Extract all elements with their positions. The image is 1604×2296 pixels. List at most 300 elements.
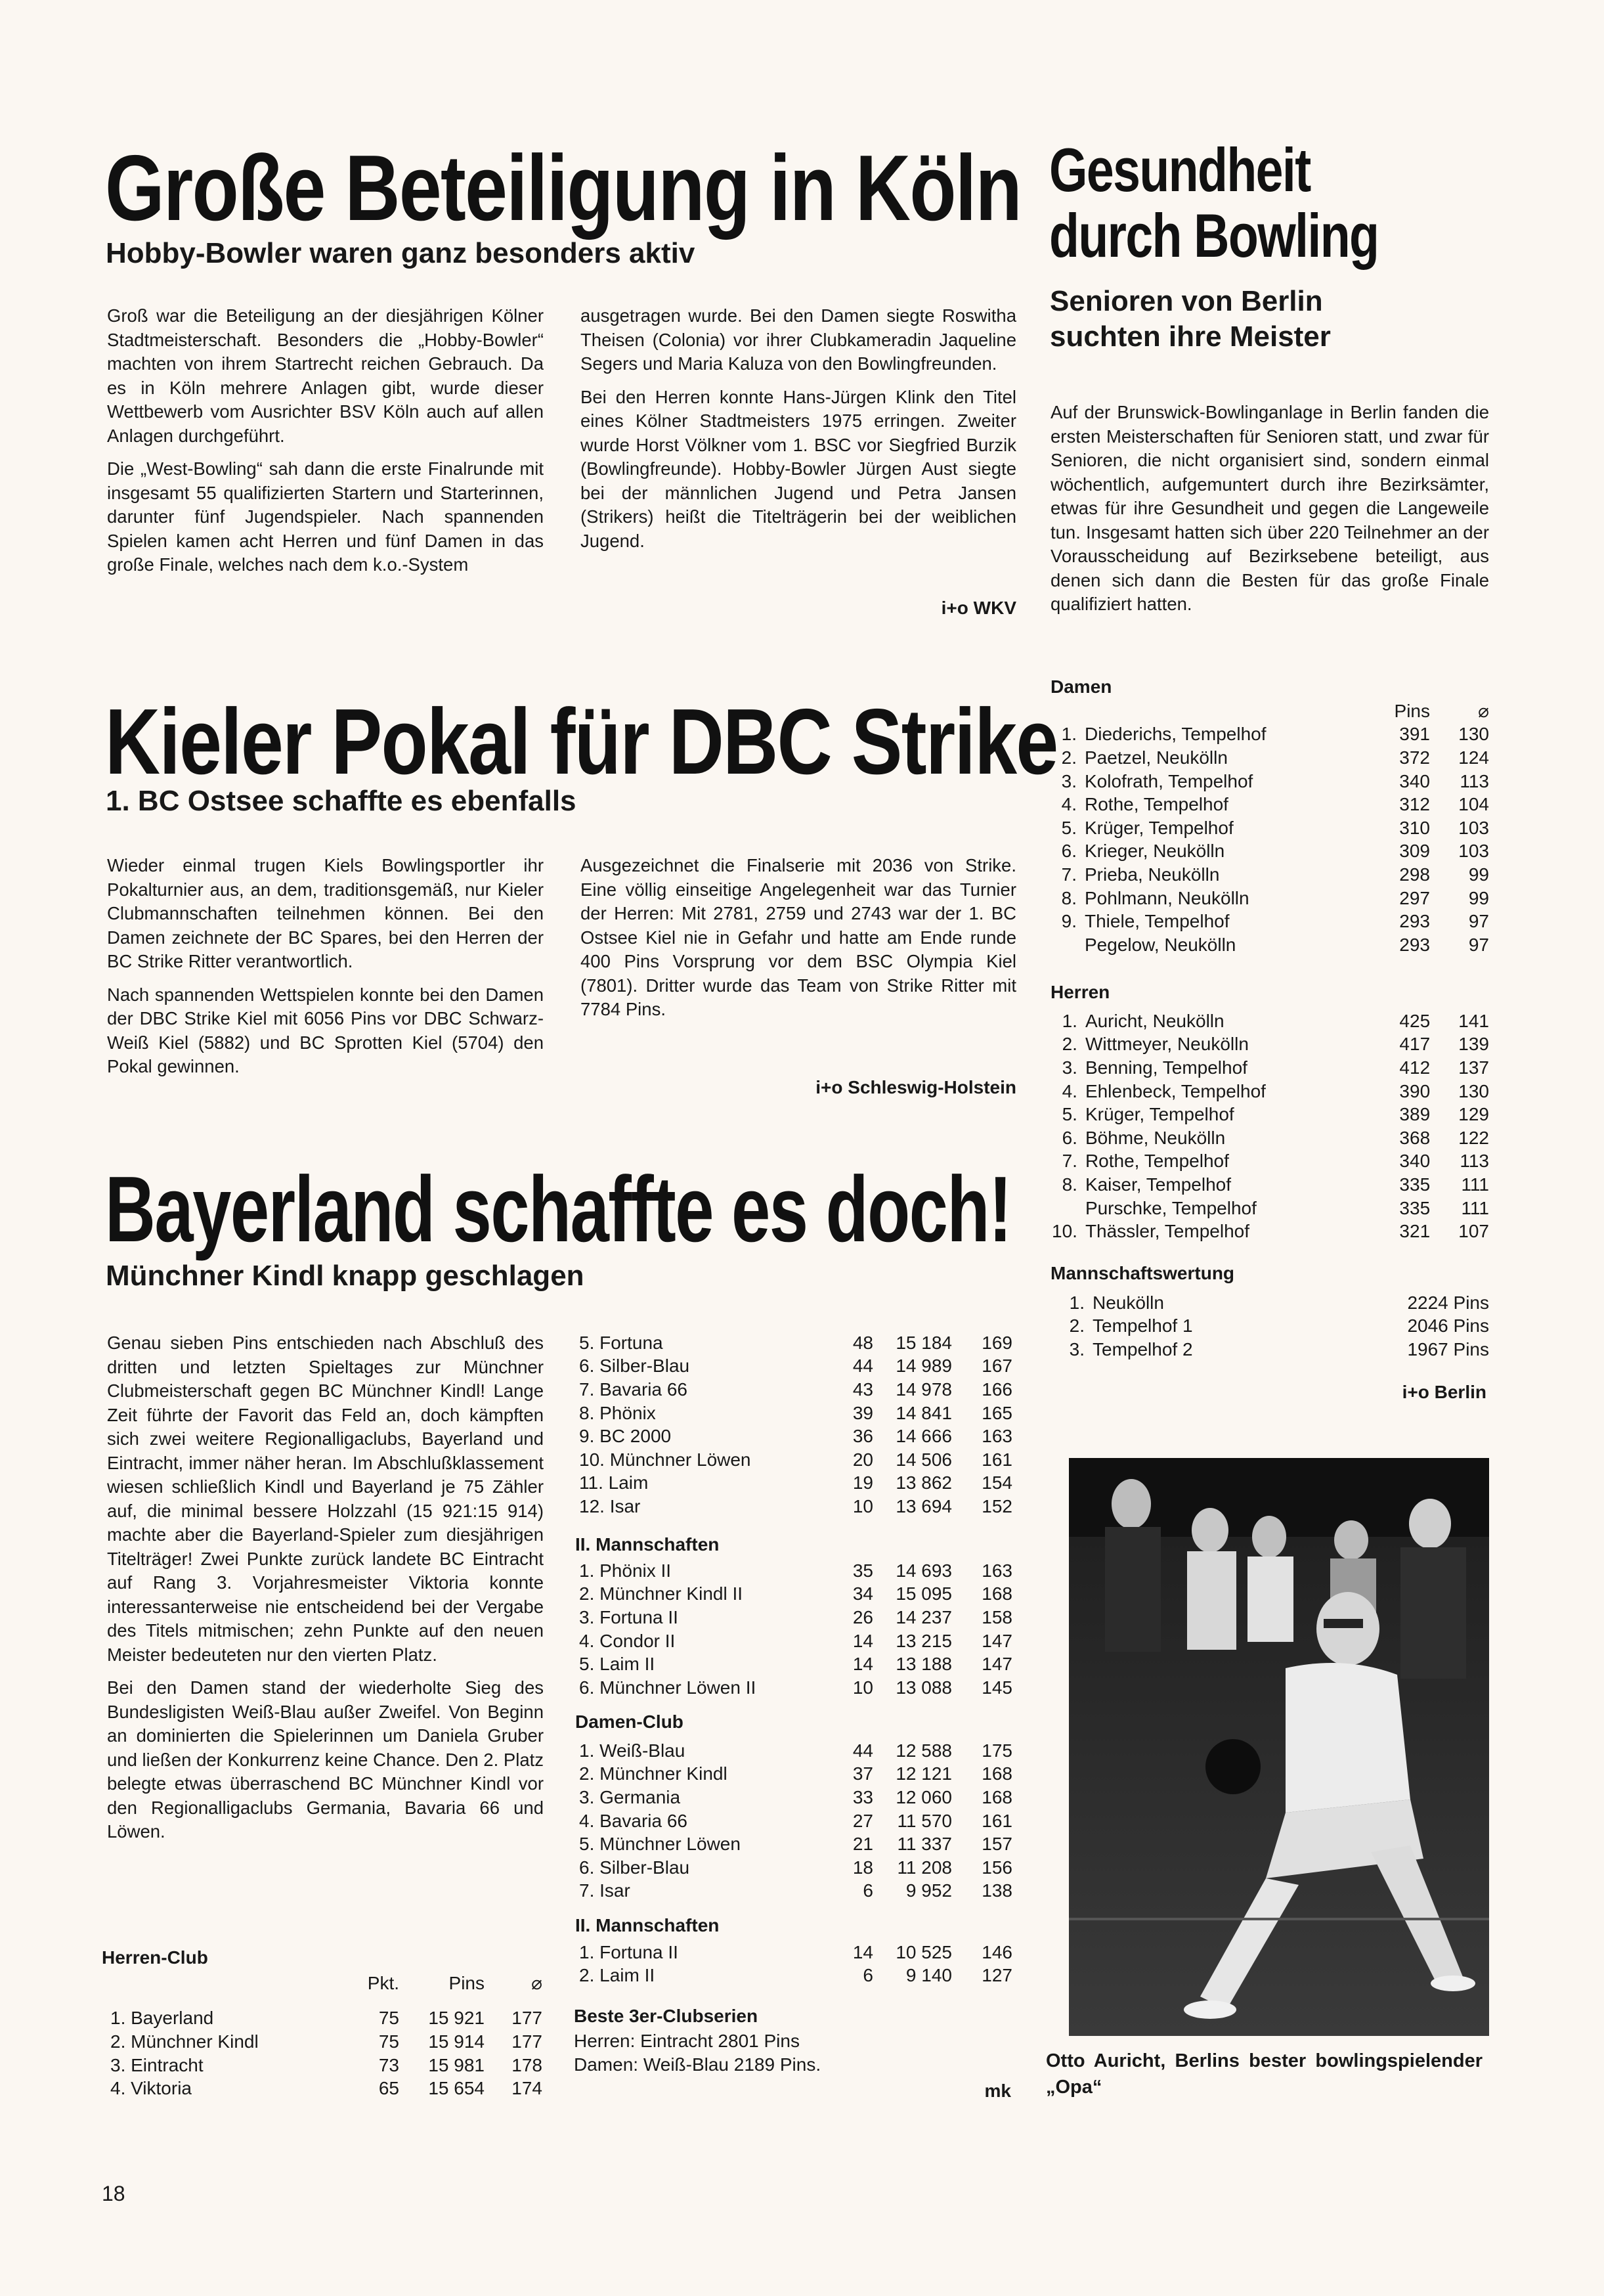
table-row (1052, 1033, 1489, 1057)
team-name: 1. Fortuna II (579, 1941, 678, 1962)
paragraph: Die „West-Bowling“ sah dann die erste Finalrunde mit insgesamt 55 qualifizierten Startern und Starterinnen, darunter fünf Jugendspieler. Nach spannenden Spielen kamen acht Herren und fünf Damen in das große Finale, welches nach dem k.o.-System (107, 458, 544, 575)
pins: 310 (1399, 817, 1430, 838)
table-row (579, 1856, 1012, 1880)
pins: 13 188 (896, 1654, 952, 1675)
herren-club-title: Herren-Club (102, 1947, 208, 1968)
table-header-row (1052, 699, 1489, 723)
player-name: Krieger, Neukölln (1085, 841, 1225, 862)
player-name: Pohlmann, Neukölln (1085, 887, 1249, 908)
player-name: Kaiser, Tempelhof (1085, 1174, 1231, 1195)
points: 14 (852, 1654, 873, 1675)
points: 36 (852, 1426, 873, 1447)
team-name: Tempelhof 1 (1093, 1315, 1193, 1336)
rank: 8. (1062, 1174, 1077, 1195)
pins: 9 140 (905, 1965, 952, 1986)
rank: 7. (1062, 1151, 1077, 1172)
pins: 2224 Pins (1407, 1292, 1489, 1313)
average: 158 (982, 1606, 1012, 1627)
points: 37 (852, 1763, 873, 1784)
pins: 11 337 (897, 1834, 952, 1855)
mannschaft-title: Mannschaftswertung (1051, 1263, 1235, 1283)
team-name: 2. Münchner Kindl II (579, 1583, 743, 1604)
article4-headline-2: durch Bowling (1049, 201, 1379, 270)
average: 99 (1468, 864, 1489, 885)
table-row (579, 1559, 1012, 1583)
table-row (579, 1629, 1012, 1653)
points: 10 (852, 1495, 873, 1516)
table-row (1052, 1220, 1489, 1243)
table-row (579, 1739, 1012, 1763)
pins: 391 (1399, 724, 1430, 745)
team-name: 1. Bayerland (110, 2008, 214, 2029)
team-name: 5. Münchner Löwen (579, 1834, 741, 1855)
rank (1052, 1197, 1085, 1220)
player-name: Paetzel, Neukölln (1085, 747, 1228, 768)
team-name: 11. Laim (579, 1472, 649, 1493)
rank: 1. (1069, 1292, 1085, 1313)
table-row (579, 1652, 1012, 1676)
average: 177 (511, 2008, 542, 2029)
article4-source: i+o Berlin (1402, 1382, 1486, 1402)
average: 145 (982, 1677, 1012, 1698)
team-name: 5. Laim II (579, 1654, 655, 1675)
berlin-herren-table (1052, 1009, 1489, 1243)
article2-column-1 (107, 854, 544, 1088)
table-row (579, 1424, 1012, 1448)
team-name: 4. Bavaria 66 (579, 1810, 687, 1831)
article4-headline-1: Gesundheit (1049, 135, 1311, 204)
average: 154 (982, 1472, 1012, 1493)
pins: 10 525 (896, 1941, 952, 1962)
average: 166 (982, 1379, 1012, 1400)
average: 130 (1458, 1080, 1489, 1101)
pins: 2046 Pins (1407, 1315, 1489, 1336)
pins: 13 215 (896, 1630, 952, 1651)
pins: 13 694 (896, 1495, 952, 1516)
pins: 14 237 (896, 1606, 952, 1627)
pins: 14 978 (896, 1379, 952, 1400)
table-row (1052, 816, 1489, 840)
pins: 11 208 (897, 1857, 952, 1878)
article1-column-1 (107, 304, 544, 586)
team-name: Tempelhof 2 (1093, 1338, 1193, 1359)
average: 137 (1458, 1057, 1489, 1078)
table-row (579, 1472, 1012, 1495)
average: 177 (511, 2031, 542, 2052)
table-row (1052, 840, 1489, 864)
average: 107 (1458, 1221, 1489, 1242)
pins: 14 506 (896, 1449, 952, 1470)
rank: 7. (1061, 864, 1077, 885)
page-number: 18 (102, 2182, 125, 2205)
pins: 340 (1399, 1151, 1431, 1172)
rank: 6. (1061, 841, 1077, 862)
points: 27 (852, 1810, 873, 1831)
pins: 293 (1399, 911, 1430, 932)
article2-subheadline: 1. BC Ostsee schaffte es ebenfalls (106, 785, 576, 817)
pins: 14 989 (896, 1356, 952, 1377)
article2-headline: Kieler Pokal für DBC Strike (105, 690, 1058, 794)
article4-body: Auf der Brunswick-Bowlinganlage in Berlin fanden die ersten Meisterschaften für Senioren statt, und zwar für Senioren, die nicht organisiert sind, sondern einmal wöchentlich, aufgemuntert durch ihre Bezirksämter, etwas für ihre Gesundheit und gegen die Langeweile tun. Insgesamt hatten sich über 220 Teilnehmer an der Vorausscheidung auf Bezirksebene beteiligt, aus denen sich dann die Besten für das große Finale qualifiziert hatten. (1051, 402, 1489, 614)
rank: 1. (1061, 724, 1077, 745)
average: 104 (1458, 794, 1489, 815)
herren-ii-table (579, 1559, 1012, 1700)
pins: 9 952 (905, 1880, 952, 1901)
article3-subheadline: Münchner Kindl knapp geschlagen (106, 1260, 584, 1292)
player-name: Auricht, Neukölln (1085, 1010, 1225, 1031)
pins: 335 (1399, 1174, 1431, 1195)
header-pins: Pins (448, 1972, 485, 1993)
team-name: 6. Silber-Blau (579, 1356, 690, 1377)
average: 156 (982, 1857, 1012, 1878)
pins: 12 060 (896, 1786, 952, 1807)
damen-ii-table (579, 1941, 1012, 1987)
pins: 15 921 (428, 2008, 485, 2029)
rank: 9. (1061, 911, 1077, 932)
points: 39 (852, 1402, 873, 1423)
team-name: 3. Fortuna II (579, 1606, 678, 1627)
beste-line: Damen: Weiß-Blau 2189 Pins. (574, 2054, 821, 2075)
article3-column-1 (107, 1331, 544, 1853)
table-row (1052, 723, 1489, 747)
points: 44 (852, 1740, 873, 1761)
table-row (1052, 1338, 1489, 1361)
team-name: 3. Eintracht (110, 2054, 204, 2075)
table-row (579, 1448, 1012, 1472)
pins: 368 (1399, 1127, 1431, 1148)
points: 19 (852, 1472, 873, 1493)
team-name: 6. Silber-Blau (579, 1857, 690, 1878)
pins: 298 (1399, 864, 1430, 885)
player-name: Krüger, Tempelhof (1085, 817, 1234, 838)
average: 147 (982, 1630, 1012, 1651)
player-name: Purschke, Tempelhof (1085, 1197, 1257, 1218)
pins: 15 184 (896, 1332, 952, 1353)
player-name: Rothe, Tempelhof (1085, 794, 1228, 815)
pins: 389 (1399, 1104, 1431, 1125)
pins: 11 570 (897, 1810, 952, 1831)
paragraph: Bei den Herren konnte Hans-Jürgen Klink den Titel eines Kölner Stadtmeisters 1975 erringen. Zweiter wurde Horst Völkner vom 1. BSC vor Siegfried Burzik (Bowlingfreunde). Hobby-Bowler Jürgen Aust siegte bei der männlichen Jugend und Petra Jansen (Strikers) heißt die Titelträgerin bei der weiblichen Jugend. (580, 386, 1016, 551)
points: 21 (852, 1834, 873, 1855)
average: 122 (1458, 1127, 1489, 1148)
table-row (579, 1583, 1012, 1606)
berlin-damen-title: Damen (1051, 676, 1112, 697)
player-name: Rothe, Tempelhof (1085, 1151, 1229, 1172)
table-row (1052, 933, 1489, 957)
team-name: 2. Laim II (579, 1965, 655, 1986)
points: 73 (378, 2054, 399, 2075)
team-name: 10. Münchner Löwen (579, 1449, 751, 1470)
average: 111 (1461, 1197, 1489, 1218)
team-name: 4. Condor II (579, 1630, 676, 1651)
average: 113 (1460, 770, 1489, 791)
photo-caption: Otto Auricht, Berlins bester bowlingspielender „Opa“ (1046, 2050, 1483, 2098)
average: 174 (511, 2078, 542, 2099)
points: 44 (852, 1356, 873, 1377)
table-row (1052, 910, 1489, 933)
player-name: Pegelow, Neukölln (1085, 934, 1236, 955)
header-avg: ⌀ (531, 1973, 542, 1994)
pins: 293 (1399, 934, 1430, 955)
points: 35 (852, 1560, 873, 1581)
table-row (110, 2030, 542, 2054)
average: 168 (982, 1763, 1012, 1784)
paragraph: Ausgezeichnet die Finalserie mit 2036 von Strike. Eine völlig einseitige Angelegenheit war das Turnier der Herren: Mit 2781, 2759 und 2743 war der 1. BC Ostsee Kiel nie in Gefahr und hatte am Ende runde 400 Pins Vorsprung vor dem BSC Olympia Kiel (7801). Dritter wurde das Team von Strike Ritter mit 7784 Pins. (580, 855, 1016, 1019)
pins: 12 121 (896, 1763, 952, 1784)
points: 14 (852, 1630, 873, 1651)
rank: 5. (1061, 817, 1077, 838)
pins: 390 (1399, 1080, 1431, 1101)
player-name: Prieba, Neukölln (1085, 864, 1220, 885)
average: 146 (982, 1941, 1012, 1962)
table-row (579, 1676, 1012, 1700)
pins: 14 841 (896, 1402, 952, 1423)
pins: 15 914 (428, 2031, 485, 2052)
pins: 15 981 (428, 2054, 485, 2075)
article4-subheadline-2: suchten ihre Meister (1050, 320, 1331, 353)
points: 65 (378, 2078, 399, 2099)
rank: 2. (1069, 1315, 1085, 1336)
average: 165 (982, 1402, 1012, 1423)
average: 138 (982, 1880, 1012, 1901)
table-row (1052, 1173, 1489, 1197)
average: 161 (982, 1810, 1012, 1831)
rank: 3. (1061, 770, 1077, 791)
bowler-photo (1069, 1458, 1489, 2036)
rank: 2. (1061, 747, 1077, 768)
pins: 13 088 (896, 1677, 952, 1698)
pins: 340 (1399, 770, 1430, 791)
average: 111 (1461, 1174, 1489, 1195)
table-row (110, 2007, 542, 2031)
points: 18 (852, 1857, 873, 1878)
average: 103 (1458, 841, 1489, 862)
pins: 297 (1399, 887, 1430, 908)
average: 163 (982, 1426, 1012, 1447)
table-row (579, 1402, 1012, 1425)
team-name: 6. Münchner Löwen II (579, 1677, 756, 1698)
player-name: Wittmeyer, Neukölln (1085, 1034, 1249, 1055)
herren-club-table-cont (579, 1331, 1012, 1518)
average: 127 (982, 1965, 1012, 1986)
header-pins: Pins (1394, 700, 1430, 721)
paragraph: Wieder einmal trugen Kiels Bowlingsportler ihr Pokalturnier aus, an dem, traditionsgemäß, nur Kieler Clubmannschaften teilnehmen können. Bei den Damen zeichnete der BC Spares, bei den Herren der BC Strike Ritter verantwortlich. (107, 855, 544, 971)
player-name: Ehlenbeck, Tempelhof (1085, 1080, 1266, 1101)
team-name: 2. Münchner Kindl (110, 2031, 259, 2052)
average: 168 (982, 1583, 1012, 1604)
pins: 15 095 (896, 1583, 952, 1604)
average: 157 (982, 1834, 1012, 1855)
rank: 6. (1062, 1127, 1077, 1148)
table-row (1052, 1315, 1489, 1338)
table-row (579, 1495, 1012, 1518)
pins: 1967 Pins (1407, 1338, 1489, 1359)
header-avg: ⌀ (1478, 701, 1489, 722)
article1-subheadline: Hobby-Bowler waren ganz besonders aktiv (106, 237, 695, 269)
player-name: Diederichs, Tempelhof (1085, 724, 1267, 745)
herren-ii-title: II. Mannschaften (575, 1534, 720, 1555)
player-name: Kolofrath, Tempelhof (1085, 770, 1253, 791)
points: 14 (852, 1941, 873, 1962)
damen-club-table (579, 1739, 1012, 1903)
team-name: 1. Weiß-Blau (579, 1740, 685, 1761)
damen-ii-title: II. Mannschaften (575, 1915, 720, 1935)
average: 161 (982, 1449, 1012, 1470)
table-row (1052, 1056, 1489, 1080)
average: 103 (1458, 817, 1489, 838)
rank (1052, 933, 1085, 957)
rank: 3. (1062, 1057, 1077, 1078)
rank: 4. (1062, 1080, 1077, 1101)
points: 10 (852, 1677, 873, 1698)
average: 124 (1458, 747, 1489, 768)
average: 129 (1458, 1104, 1489, 1125)
rank: 5. (1062, 1104, 1077, 1125)
rank: 1. (1062, 1010, 1077, 1031)
table-row (579, 1941, 1012, 1964)
pins: 425 (1399, 1010, 1431, 1031)
pins: 12 588 (896, 1740, 952, 1761)
average: 99 (1468, 887, 1489, 908)
damen-club-title: Damen-Club (575, 1711, 683, 1732)
average: 139 (1458, 1034, 1489, 1055)
table-row (579, 1964, 1012, 1988)
team-name: 7. Bavaria 66 (579, 1379, 687, 1400)
mannschaft-table (1052, 1291, 1489, 1361)
team-name: 4. Viktoria (110, 2078, 192, 2099)
team-name: 5. Fortuna (579, 1332, 663, 1353)
points: 48 (852, 1332, 873, 1353)
beste-title: Beste 3er-Clubserien (574, 2006, 758, 2026)
table-row (1052, 1009, 1489, 1033)
beste-line: Herren: Eintracht 2801 Pins (574, 2031, 800, 2051)
paragraph: Genau sieben Pins entschieden nach Abschluß des dritten und letzten Spieltages zur Münchner Clubmeisterschaft gegen BC Münchner Kindl! Lange Zeit führte der Favorit das Feld an, doch kämpften sich zwei weitere Regionalligaclubs, Bayerland und Eintracht, immer näher heran. Im Abschlußklassement wiesen schließlich Kindl und Bayerland je 75 Zähler auf, die minimal bessere Holzzahl (15 921:15 914) machte aber die Bayerland-Spieler zum diesjährigen Titelträger! Zwei Punkte zurück landete BC Eintracht auf Rang 3. Vorjahresmeister Viktoria konnte interessanterweise nie entscheidend bei der Vergabe des Titels mitmischen; zehn Punkte auf den neuen Meister bedeuteten nur den vierten Platz. (107, 1333, 544, 1665)
team-name: 1. Phönix II (579, 1560, 672, 1581)
table-row (1052, 770, 1489, 793)
player-name: Benning, Tempelhof (1085, 1057, 1247, 1078)
points: 34 (852, 1583, 873, 1604)
article3-headline: Bayerland schaffte es doch! (105, 1157, 1011, 1262)
article1-column-2 (580, 304, 1016, 562)
table-row (1052, 1197, 1489, 1220)
average: 168 (982, 1786, 1012, 1807)
table-row (579, 1378, 1012, 1402)
average: 163 (982, 1560, 1012, 1581)
pins: 15 654 (428, 2078, 485, 2099)
team-name: Neukölln (1093, 1292, 1164, 1313)
berlin-herren-title: Herren (1051, 982, 1110, 1002)
points: 6 (863, 1965, 873, 1986)
table-row (579, 1809, 1012, 1833)
article1-source: i+o WKV (941, 598, 1016, 618)
average: 169 (982, 1332, 1012, 1353)
team-name: 3. Germania (579, 1786, 681, 1807)
average: 147 (982, 1654, 1012, 1675)
berlin-damen-table (1052, 699, 1489, 957)
table-row (1052, 887, 1489, 910)
rank: 4. (1061, 794, 1077, 815)
article1-headline: Große Beteiligung in Köln (105, 136, 1022, 240)
pins: 321 (1399, 1221, 1431, 1242)
rank: 10. (1052, 1221, 1077, 1242)
average: 141 (1458, 1010, 1489, 1031)
table-row (579, 1606, 1012, 1629)
header-pkt: Pkt. (367, 1972, 399, 1993)
article3-source: mk (984, 2081, 1011, 2101)
pins: 13 862 (896, 1472, 952, 1493)
table-header-row (110, 1972, 542, 1995)
average: 167 (982, 1356, 1012, 1377)
article2-column-2 (580, 854, 1016, 1031)
table-row (579, 1832, 1012, 1856)
pins: 309 (1399, 841, 1430, 862)
team-name: 12. Isar (579, 1495, 641, 1516)
points: 6 (863, 1880, 873, 1901)
points: 75 (378, 2008, 399, 2029)
team-name: 7. Isar (579, 1880, 630, 1901)
average: 178 (511, 2054, 542, 2075)
pins: 417 (1399, 1034, 1431, 1055)
average: 97 (1468, 911, 1489, 932)
points: 43 (852, 1379, 873, 1400)
rank: 3. (1069, 1338, 1085, 1359)
points: 75 (378, 2031, 399, 2052)
paragraph: ausgetragen wurde. Bei den Damen siegte Roswitha Theisen (Colonia) vor ihrer Clubkameradin Jaqueline Segers und Maria Kaluza von den Bowlingfreunden. (580, 305, 1016, 374)
average: 113 (1460, 1151, 1489, 1172)
player-name: Böhme, Neukölln (1085, 1127, 1226, 1148)
table-row (1052, 1150, 1489, 1174)
rank: 2. (1062, 1034, 1077, 1055)
team-name: 2. Münchner Kindl (579, 1763, 727, 1784)
pins: 412 (1399, 1057, 1431, 1078)
points: 20 (852, 1449, 873, 1470)
pins: 372 (1399, 747, 1430, 768)
table-row (1052, 863, 1489, 887)
table-row (579, 1355, 1012, 1379)
pins: 335 (1399, 1197, 1431, 1218)
herren-club-table (110, 1972, 542, 2100)
table-row (579, 1880, 1012, 1903)
paragraph: Nach spannenden Wettspielen konnte bei den Damen der DBC Strike Kiel mit 6056 Pins vor DBC Schwarz-Weiß Kiel (5882) und BC Sprotten Kiel (5704) den Pokal gewinnen. (107, 984, 544, 1076)
table-row (110, 2054, 542, 2077)
table-row (1052, 793, 1489, 816)
paragraph: Bei den Damen stand der wiederholte Sieg des Bundesligisten Weiß-Blau außer Zweifel. Von Beginn an dominierten die Spielerinnen um Daniela Gruber und ließen der Konkurrenz keine Chance. Den 2. Platz belegte etwas überraschend BC Münchner Kindl vor den Regionalligaclubs Germania, Bavaria 66 und Löwen. (107, 1677, 544, 1842)
average: 97 (1468, 934, 1489, 955)
article2-source: i+o Schleswig-Holstein (815, 1077, 1016, 1097)
table-row (579, 1331, 1012, 1355)
points: 33 (852, 1786, 873, 1807)
table-row (1052, 1080, 1489, 1103)
table-row (110, 2077, 542, 2100)
player-name: Krüger, Tempelhof (1085, 1104, 1234, 1125)
average: 130 (1458, 724, 1489, 745)
table-row (1052, 1291, 1489, 1315)
bowler-photo-image (1069, 1458, 1489, 2036)
average: 175 (982, 1740, 1012, 1761)
rank: 8. (1061, 887, 1077, 908)
pins: 312 (1399, 794, 1430, 815)
player-name: Thässler, Tempelhof (1085, 1221, 1249, 1242)
table-row (1052, 746, 1489, 770)
article4-subheadline-1: Senioren von Berlin (1050, 285, 1323, 317)
paragraph: Groß war die Beteiligung an der diesjährigen Kölner Stadtmeisterschaft. Besonders die „Hobby-Bowler“ machten von ihrem Startrecht reichen Gebrauch. Da es in Köln mehrere Anlagen gibt, wurde dieser Wettbewerb vom Ausrichter BSV Köln auch auf allen Anlagen durchgeführt. (107, 305, 544, 446)
team-name: 9. BC 2000 (579, 1426, 672, 1447)
table-row (1052, 1126, 1489, 1150)
pins: 14 693 (896, 1560, 952, 1581)
pins: 14 666 (896, 1426, 952, 1447)
table-row (1052, 1103, 1489, 1126)
table-row (579, 1786, 1012, 1809)
